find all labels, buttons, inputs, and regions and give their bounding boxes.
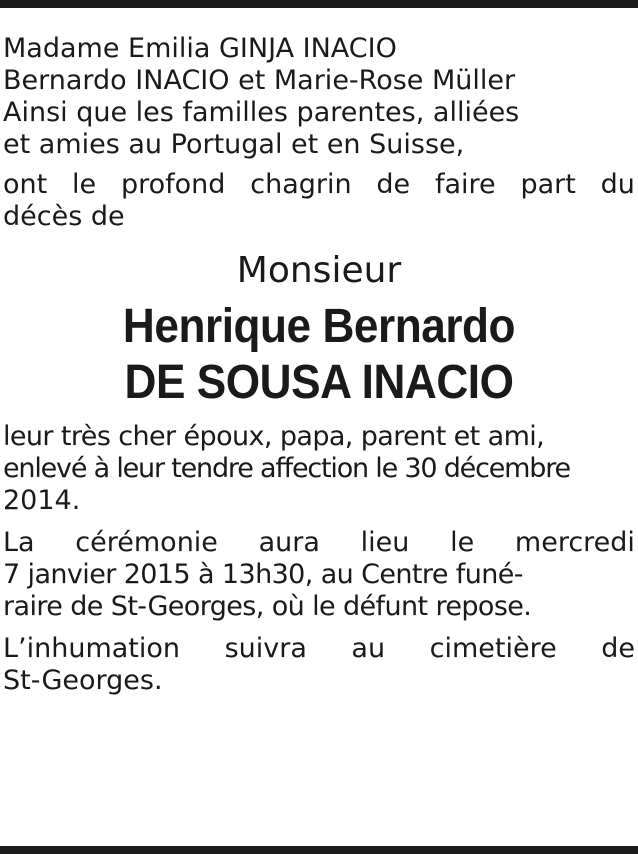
word: aura [258,527,320,558]
family-line-2: Bernardo INACIO et Marie-Rose Müller [3,65,516,96]
word: faire [434,169,496,200]
family-line-4: et amies au Portugal et en Suisse, [3,129,465,160]
word: cérémonie [75,527,218,558]
announcement-line-2: décès de [3,201,125,232]
word: L’inhumation [3,633,181,664]
word: chagrin [250,169,352,200]
word: de [601,633,635,664]
word: ont [3,169,48,200]
word: suivra [224,633,307,664]
announcement-block [3,169,635,233]
word: de [376,169,411,200]
ceremony-line-2: 7 janvier 2015 à 13h30, au Centre funé- [3,559,523,590]
relation-line-1: leur très cher époux, papa, parent et ami, [3,421,545,452]
relation-block [3,421,635,517]
deceased-first-names: Henrique Bernardo [122,300,516,353]
word: le [450,527,475,558]
burial-line-1 [3,633,635,665]
word: La [3,527,35,558]
ceremony-block [3,527,635,623]
deceased-honorific: Monsieur [236,250,402,291]
word: le [72,169,97,200]
top-border-rule [0,0,638,8]
word: cimetière [429,633,557,664]
family-line-1: Madame Emilia GINJA INACIO [3,33,397,64]
burial-block [3,633,635,697]
word: part [520,169,576,200]
word: au [351,633,386,664]
ceremony-line-1 [3,527,635,559]
family-line-3: Ainsi que les familles parentes, alliées [3,97,520,128]
bottom-border-rule [0,846,638,854]
burial-line-2: St-Georges. [3,665,163,696]
ceremony-line-3: raire de St-Georges, où le défunt repose. [3,591,532,622]
word: lieu [360,527,410,558]
word: mercredi [514,527,635,558]
relation-line-3: 2014. [3,485,81,516]
word: profond [120,169,226,200]
announcement-line-1 [3,169,635,201]
family-block [3,33,635,161]
obituary-notice [3,33,635,697]
word: du [600,169,635,200]
relation-line-2: enlevé à leur tendre affection le 30 décembre [3,453,570,484]
deceased-last-names: DE SOUSA INACIO [124,356,514,409]
